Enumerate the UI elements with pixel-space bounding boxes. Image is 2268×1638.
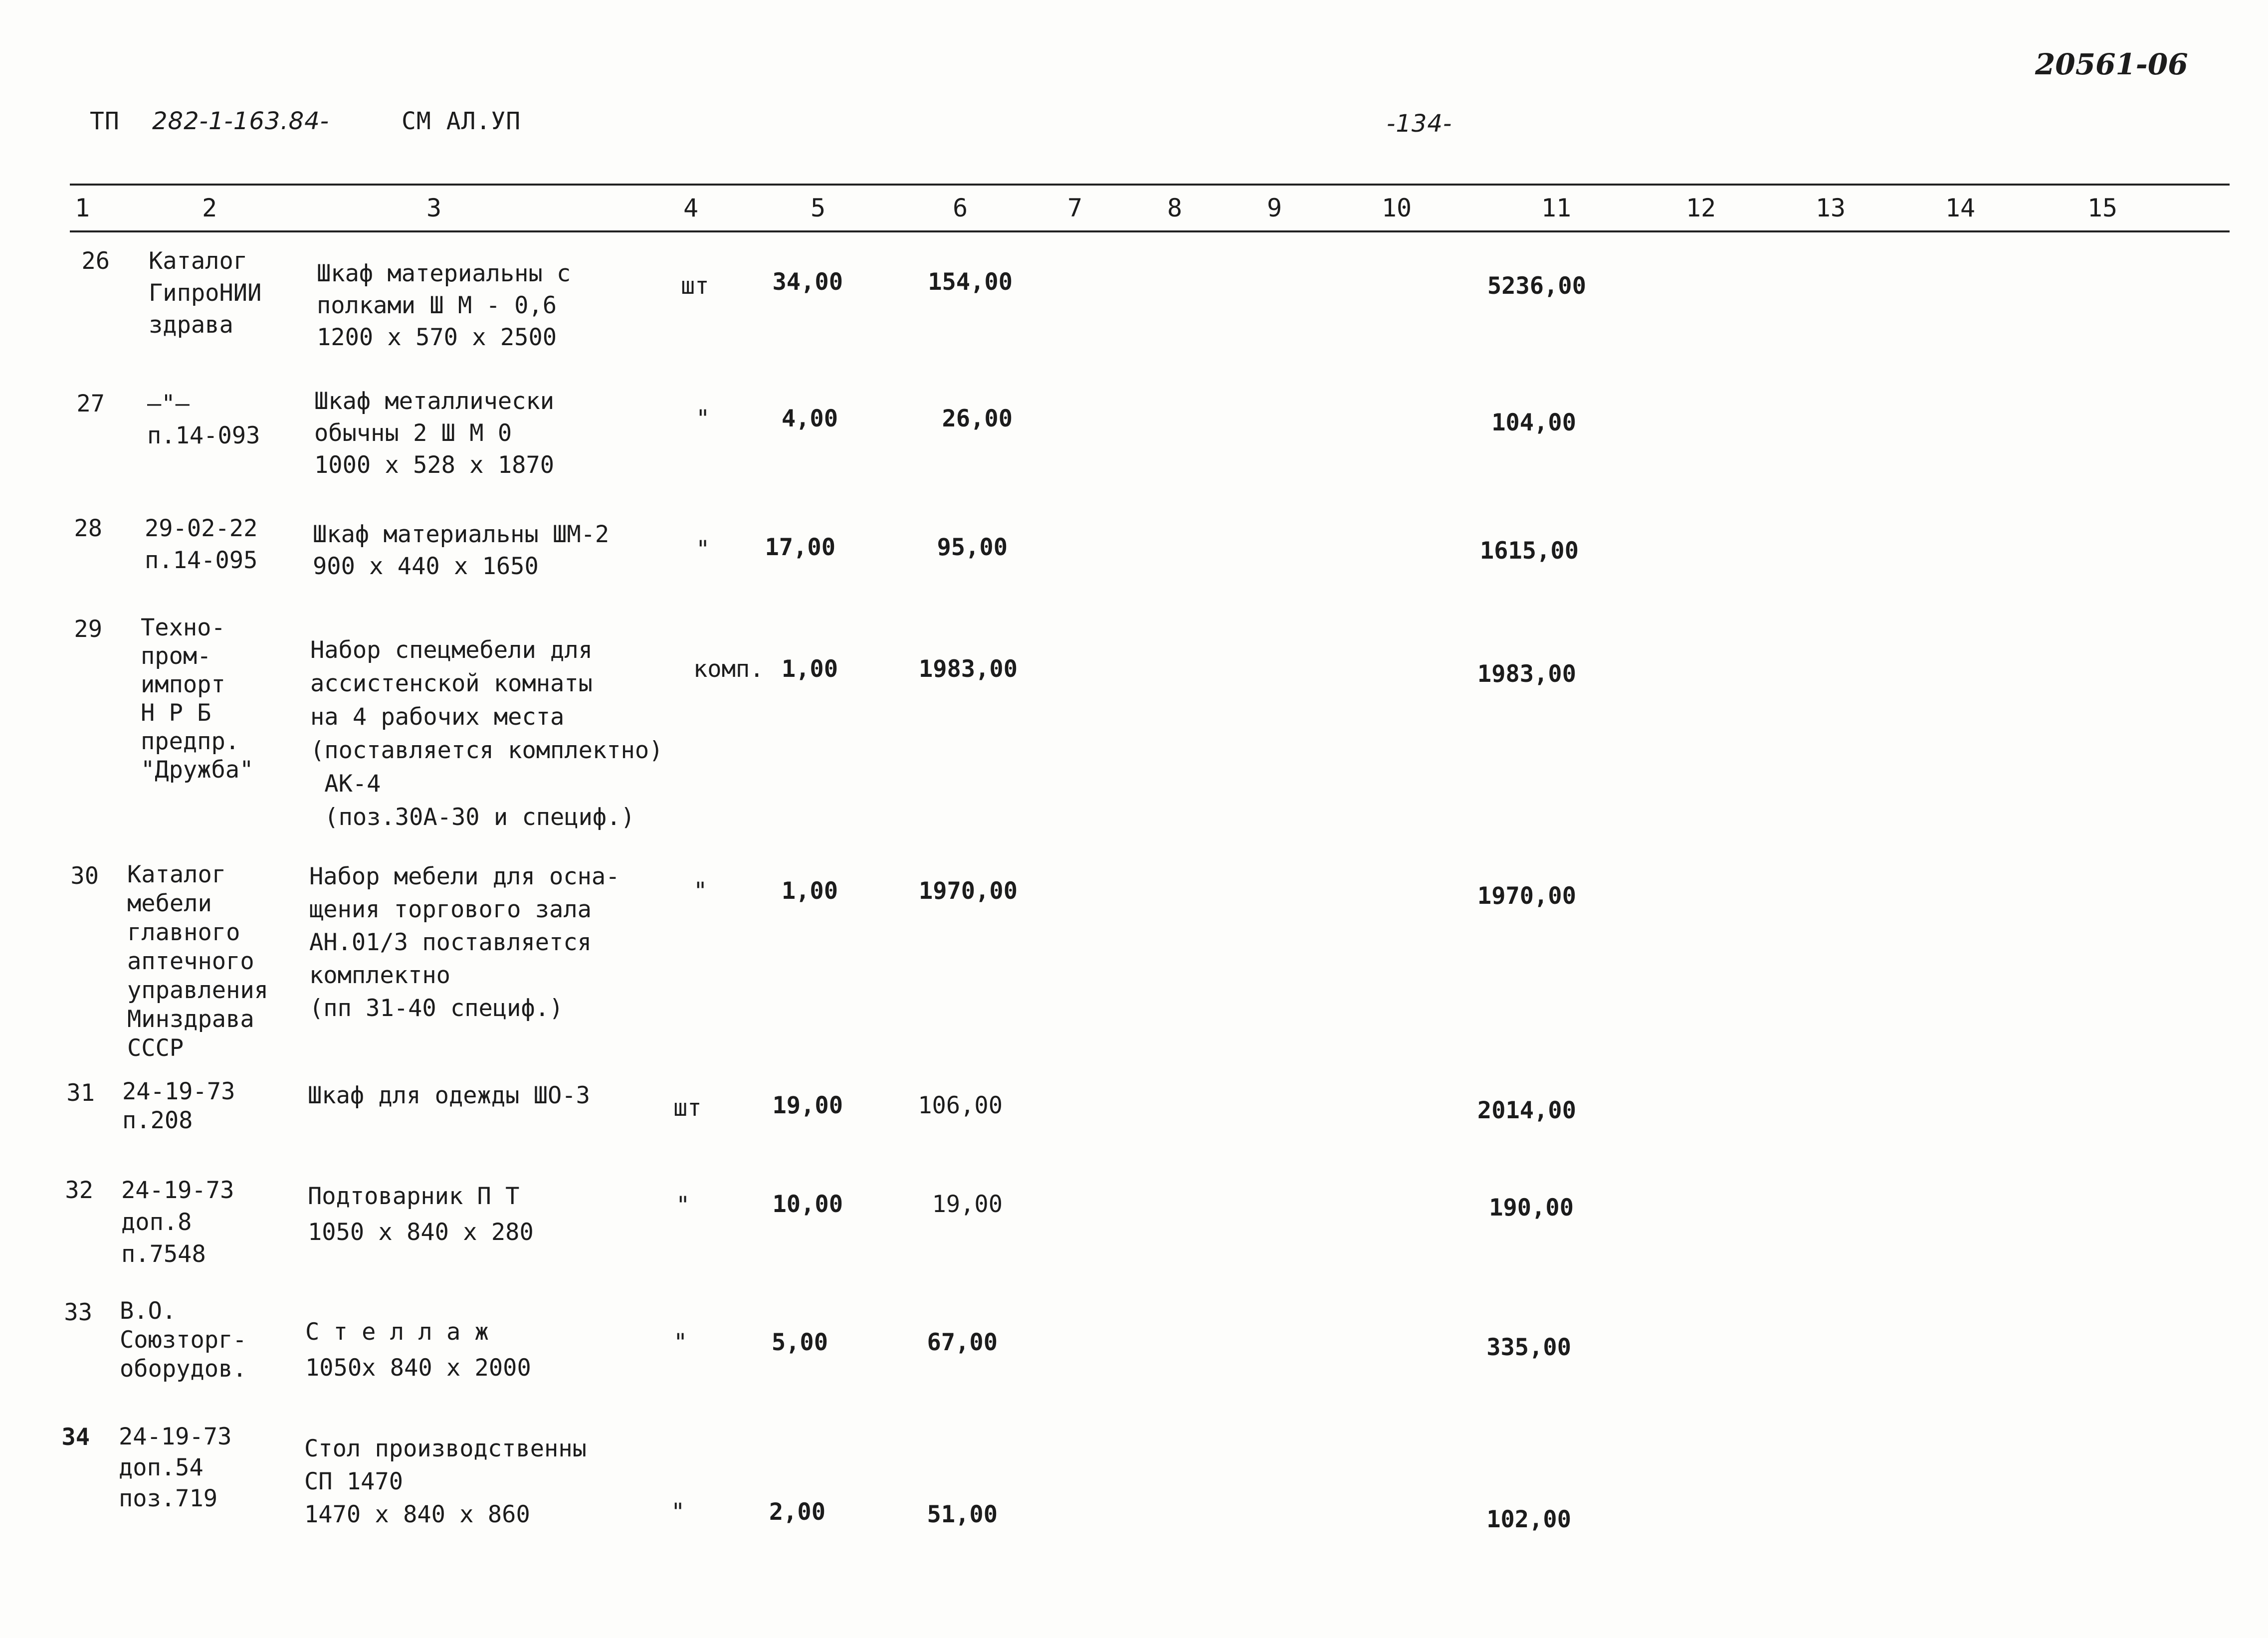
row-name: Подтоварник П Т 1050 х 840 х 280 <box>308 1183 534 1246</box>
row-total: 104,00 <box>1491 409 1576 436</box>
column-number: 11 <box>1541 194 1572 222</box>
column-number: 10 <box>1381 194 1412 222</box>
row-number: 32 <box>65 1177 93 1204</box>
row-unit: шт <box>673 1094 702 1122</box>
header-top-rule <box>70 184 2230 186</box>
row-price: 51,00 <box>927 1501 998 1528</box>
column-number: 6 <box>952 194 968 222</box>
row-qty: 17,00 <box>765 534 835 561</box>
column-number: 12 <box>1685 194 1716 222</box>
doc-code-prefix: ТП <box>90 107 120 135</box>
row-total: 102,00 <box>1486 1506 1571 1533</box>
row-price: 154,00 <box>928 268 1013 296</box>
row-number: 34 <box>61 1424 90 1451</box>
row-number: 26 <box>81 247 110 275</box>
row-number: 30 <box>70 862 99 890</box>
row-price: 106,00 <box>918 1092 1003 1119</box>
row-unit: " <box>673 1329 688 1356</box>
row-number: 33 <box>64 1299 92 1326</box>
row-number: 27 <box>76 390 105 417</box>
column-number: 8 <box>1167 194 1183 222</box>
column-number: 3 <box>426 194 442 222</box>
row-source: —"— п.14-093 <box>147 390 260 449</box>
row-source: 24-19-73 п.208 <box>122 1078 235 1134</box>
row-name: Шкаф материальны ШМ-2 900 х 440 х 1650 <box>313 521 610 580</box>
row-source: Техно- пром- импорт Н Р Б предпр. "Дружба" <box>141 614 254 784</box>
row-unit: " <box>696 405 710 432</box>
row-unit: " <box>696 536 710 563</box>
row-qty: 34,00 <box>772 268 843 296</box>
row-total: 335,00 <box>1486 1334 1571 1361</box>
row-name: Стол производственны СП 1470 1470 х 840 х 860 <box>304 1435 587 1528</box>
row-source: В.О. Союзторг- оборудов. <box>120 1297 247 1383</box>
row-total: 5236,00 <box>1487 272 1586 300</box>
row-name: Шкаф для одежды ШО-3 <box>308 1082 590 1109</box>
doc-code-suffix: СМ АЛ.УП <box>402 107 521 135</box>
row-name: Шкаф материальны с полками Ш М - 0,6 1200 х 570 х 2500 <box>317 260 571 351</box>
row-qty: 1,00 <box>781 877 838 905</box>
row-number: 28 <box>74 515 102 542</box>
row-source: Каталог ГипроНИИ здрава <box>149 247 262 339</box>
row-price: 1970,00 <box>918 877 1018 905</box>
row-total: 1615,00 <box>1479 537 1579 565</box>
row-source: 29-02-22 п.14-095 <box>145 515 258 574</box>
header-bottom-rule <box>70 230 2230 232</box>
row-unit: " <box>693 877 708 905</box>
row-price: 95,00 <box>937 534 1008 561</box>
row-qty: 5,00 <box>771 1329 828 1356</box>
row-qty: 2,00 <box>769 1498 825 1526</box>
column-number: 1 <box>74 194 90 222</box>
row-name: С т е л л а ж 1050х 840 х 2000 <box>305 1318 531 1382</box>
row-name: Набор мебели для осна- щения торгового зала АН.01/3 поставляется комплектно (пп 31-40 специф.) <box>309 863 620 1022</box>
row-qty: 4,00 <box>781 405 838 432</box>
row-qty: 10,00 <box>772 1191 843 1218</box>
column-number: 7 <box>1067 194 1083 222</box>
row-source: 24-19-73 доп.8 п.7548 <box>121 1177 234 1268</box>
column-number: 2 <box>202 194 217 222</box>
column-number: 13 <box>1815 194 1846 222</box>
row-unit: комп. <box>693 655 764 683</box>
row-price: 26,00 <box>942 405 1013 432</box>
row-source: Каталог мебели главного аптечного управления Минздрава СССР <box>127 861 268 1062</box>
row-name: Шкаф металлически обычны 2 Ш М 0 1000 х 528 х 1870 <box>314 388 555 479</box>
row-unit: " <box>671 1498 685 1526</box>
archive-stamp: 20561-06 <box>2035 47 2188 81</box>
row-total: 190,00 <box>1489 1194 1574 1222</box>
row-unit: шт <box>681 272 709 300</box>
row-total: 1970,00 <box>1477 882 1576 910</box>
column-number: 5 <box>810 194 826 222</box>
row-number: 31 <box>66 1079 95 1107</box>
row-name: Набор спецмебели для ассистенской комнаты на 4 рабочих места (поставляется комплектно) АК-4 (поз.30А-30 и специф.) <box>310 636 663 831</box>
row-unit: " <box>676 1192 690 1219</box>
row-total: 2014,00 <box>1477 1097 1576 1124</box>
row-qty: 19,00 <box>772 1092 843 1119</box>
column-number: 14 <box>1945 194 1976 222</box>
column-number: 15 <box>2087 194 2118 222</box>
row-total: 1983,00 <box>1477 660 1576 688</box>
column-number: 4 <box>683 194 699 222</box>
row-price: 67,00 <box>927 1329 998 1356</box>
row-qty: 1,00 <box>781 655 838 683</box>
page-number: -134- <box>1387 110 1452 138</box>
row-source: 24-19-73 доп.54 поз.719 <box>119 1423 232 1512</box>
row-price: 1983,00 <box>918 655 1018 683</box>
column-number: 9 <box>1266 194 1282 222</box>
row-number: 29 <box>74 615 102 643</box>
doc-code-handwritten: 282-1-163.84- <box>152 107 330 135</box>
row-price: 19,00 <box>932 1191 1003 1218</box>
